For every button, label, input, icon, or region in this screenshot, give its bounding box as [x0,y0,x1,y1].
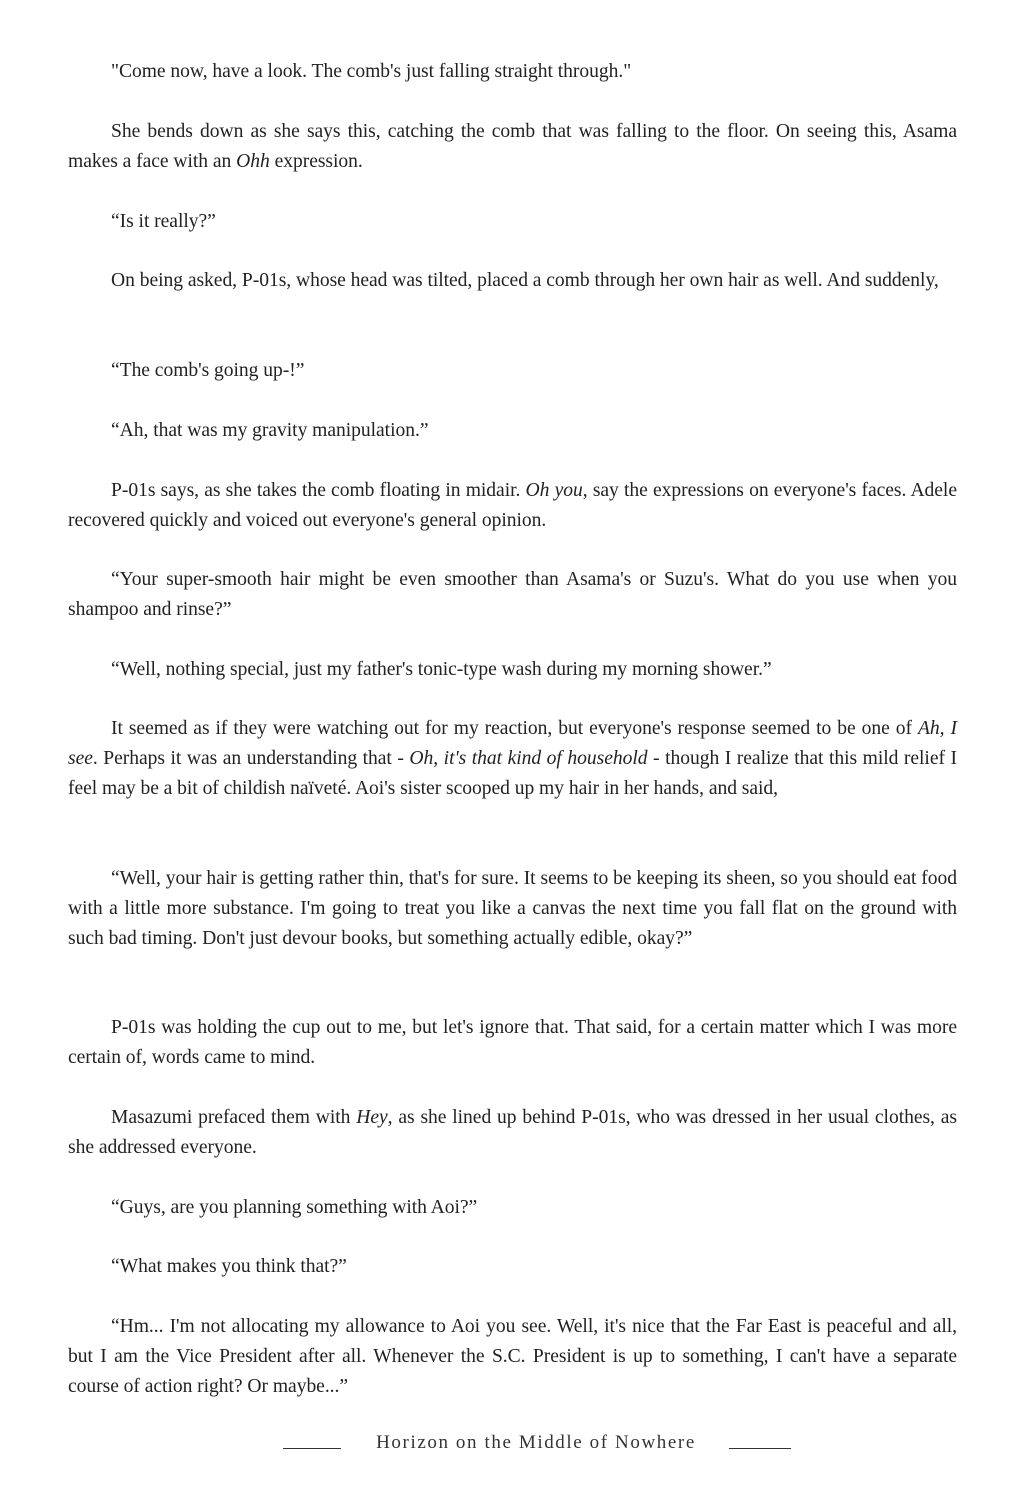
paragraph [68,207,957,237]
italic-text: Oh, it's that kind of household [409,748,648,769]
text-run: “The comb's going up-!” [111,360,305,381]
paragraph [68,416,957,446]
text-run: P-01s says, as she takes the comb floating in midair. [111,480,526,501]
text-run: “Your super-smooth hair might be even smoother than Asama's or Suzu's. What do you use when you shampoo and rinse?” [68,569,957,620]
text-run: It seemed as if they were watching out for my reaction, but everyone's response seemed to be one of [111,718,919,739]
text-run: She bends down as she says this, catching the comb that was falling to the floor. On seeing this, Asama makes a face with an [68,121,957,172]
text-run: On being asked, P-01s, whose head was tilted, placed a comb through her own hair as well. And suddenly, [111,270,939,291]
paragraph [68,1013,957,1073]
italic-text: Ah, I see [68,718,957,769]
text-run: “Is it really?” [111,211,216,232]
italic-text: Hey [356,1107,388,1128]
text-run: , say the expressions on everyone's faces. Adele recovered quickly and voiced out everyone's general opinion. [68,480,957,531]
running-footer [283,1432,791,1456]
text-run: expression. [269,151,363,172]
text-run: “Well, nothing special, just my father's tonic-type wash during my morning shower.” [111,659,772,680]
text-run: P-01s was holding the cup out to me, but let's ignore that. That said, for a certain matter which I was more certain of, words came to mind. [68,1017,957,1068]
text-run: “Hm... I'm not allocating my allowance to Aoi you see. Well, it's nice that the Far East is peaceful and all, but I am the Vice President after all. Whenever the S.C. President is up to something, I can't have a separate course of action right? Or maybe...” [68,1316,957,1397]
paragraph [68,57,957,87]
text-run: . Perhaps it was an understanding that - [92,748,410,769]
text-run: , as she lined up behind P-01s, who was dressed in her usual clothes, as she addressed everyone. [68,1107,957,1158]
book-title: Horizon on the Middle of Nowhere [376,1432,696,1453]
paragraph [68,1252,957,1282]
text-run: Masazumi prefaced them with [111,1107,357,1128]
text-run: “Ah, that was my gravity manipulation.” [111,420,429,441]
italic-text: Ohh [236,151,270,172]
paragraph [68,655,957,685]
text-run: “Guys, are you planning something with Aoi?” [111,1197,478,1218]
paragraph [68,864,957,954]
paragraph [68,266,957,296]
text-run: “Well, your hair is getting rather thin, that's for sure. It seems to be keeping its sheen, so you should eat food with a little more substance. I'm going to treat you like a canvas the next time you fall flat on the ground with such bad timing. Don't just devour books, but something actually edible, okay?” [68,868,957,949]
footer-rule-right [729,1448,791,1449]
italic-text: Oh you [525,480,583,501]
paragraph [68,117,957,177]
paragraph [68,1312,957,1402]
paragraph [68,714,957,804]
text-run: "Come now, have a look. The comb's just falling straight through." [111,61,632,82]
text-run: - though I realize that this mild relief I feel may be a bit of childish naïveté. Aoi's sister scooped up my hair in her hands, and said, [68,748,957,799]
paragraph [68,565,957,625]
paragraph [68,356,957,386]
paragraph [68,1193,957,1223]
footer-rule-left [283,1448,341,1449]
paragraph [68,476,957,536]
text-run: “What makes you think that?” [111,1256,347,1277]
paragraph [68,1103,957,1163]
